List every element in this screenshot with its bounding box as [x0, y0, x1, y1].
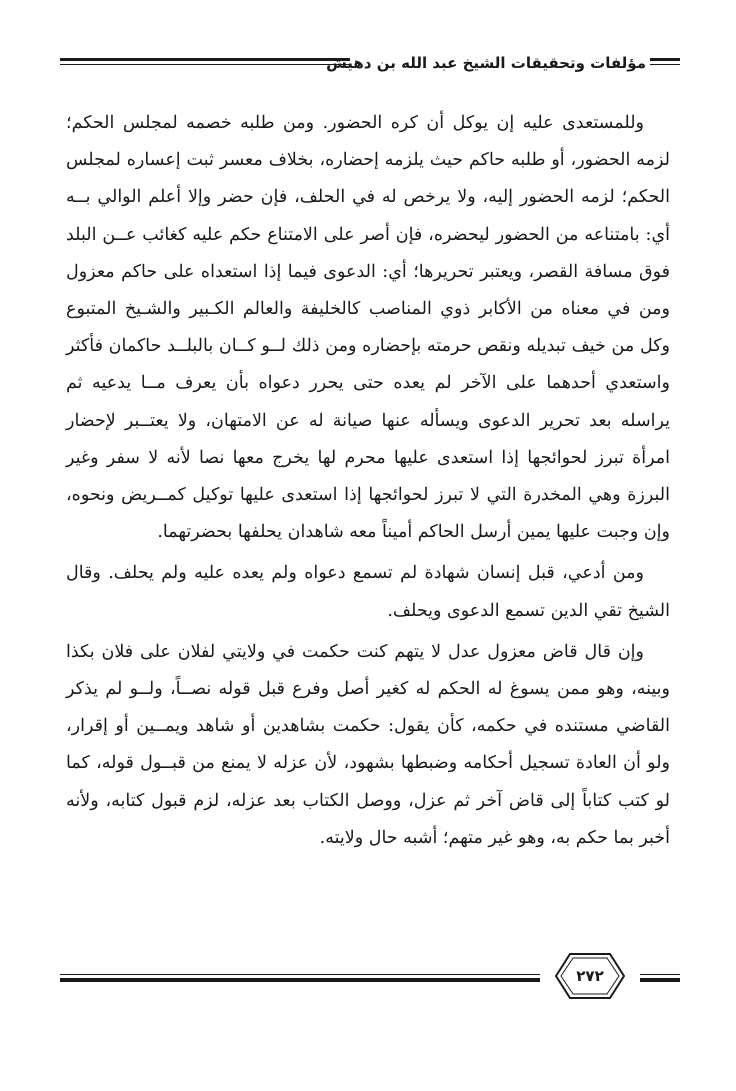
page-number-badge: [542, 950, 638, 1002]
paragraph-1: وللمستعدى عليه إن يوكل أن كره الحضور. ومن طلبه خصمه لمجلس الحكم؛ لزمه الحضور، أو طلبه حاكم حيث يلزمه إحضاره، بخلاف معسر ثبت إعساره لمجلس الحكم؛ لزمه الحضور إليه، ولا يرخص له في الحلف، فإن حضر وإلا أعلم الوالي بــه أي: بامتناعه من الحضور ليحضره، فإن أصر على الامتناع حكم عليه كغائب عــن البلد فوق مسافة القصر، ويعتبر تحريرها؛ أي: الدعوى فيما إذا استعداه على حاكم معزول ومن في معناه من الأكابر ذوي المناصب كالخليفة والعالم الكـبير والشـيخ المتبوع وكل من خيف تبديله ونقص حرمته بإحضاره ومن ذلك لــو كــان بالبلــد حاكمان فأكثر واستعدي أحدهما على الآخر لم يعده حتى يحرر دعواه بأن يعرف مــا يدعيه ثم يراسله بعد تحرير الدعوى ويسأله عنها صيانة له عن الامتهان، ولا يعتــبر لإحضار امرأة تبرز لحوائجها إذا استعدى عليها محرم لها يخرج معها نصا لأنه لا سفر وغير البرزة وهي المخدرة التي لا تبرز لحوائجها إذا استعدى عليها توكيل كمــريض ونحوه، وإن وجبت عليها يمين أرسل الحاكم أميناً معه شاهدان يحلفها بحضرتهما.: [66, 113, 670, 543]
paragraph-2: ومن أدعي، قبل إنسان شهادة لم تسمع دعواه ولم يعده عليه ولم يحلف. وقال الشيخ تقي الدين تسمع الدعوى ويحلف.: [66, 563, 670, 621]
page-body: [66, 105, 670, 857]
running-header: [60, 48, 680, 78]
footer-rule-left: [60, 974, 540, 984]
header-rule-right: [650, 58, 680, 66]
paragraph-3: وإن قال قاض معزول عدل لا يتهم كنت حكمت في ولايتي لفلان على فلان بكذا وبينه، وهو ممن يسوغ له الحكم له كغير أصل وفرع قبل قوله نصــاً، ولــو لم يذكر القاضي مستنده في حكمه، كأن يقول: حكمت بشاهدين أو شاهد ويمــين أو إقرار، ولو أن العادة تسجيل أحكامه وضبطها بشهود، لأن عزله لا يمنع من قبــول قوله، كما لو كتب كتاباً إلى قاض آخر ثم عزل، ووصل الكتاب بعد عزله، لزم قبول كتابه، ولأنه أخبر بما حكم به، وهو غير متهم؛ أشبه حال ولايته.: [66, 641, 670, 848]
footer-rule-right: [640, 974, 680, 984]
page-number: ٢٧٢: [576, 967, 604, 985]
header-rule-left: [60, 58, 350, 66]
page-footer: [60, 948, 680, 1008]
book-title: مؤلفات وتحقيقات الشيخ عبد الله بن دهيش: [326, 54, 646, 72]
